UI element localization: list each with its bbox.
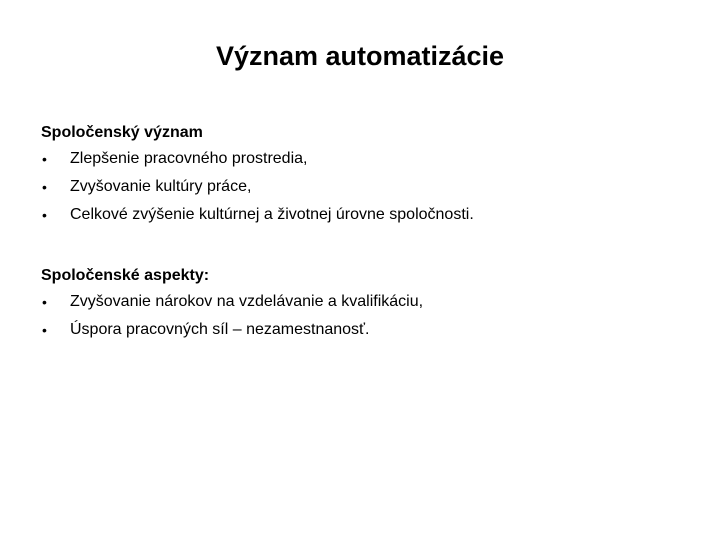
list-item bbox=[41, 316, 681, 344]
bullet-list bbox=[41, 288, 681, 344]
list-item-text: Zlepšenie pracovného prostredia, bbox=[70, 150, 308, 167]
list-item bbox=[41, 145, 681, 173]
slide-title: Význam automatizácie bbox=[215, 41, 505, 71]
section-social-significance bbox=[41, 120, 681, 229]
section-social-aspects bbox=[41, 263, 681, 344]
section-heading: Spoločenské aspekty: bbox=[41, 267, 210, 284]
list-item-text: Zvyšovanie kultúry práce, bbox=[70, 178, 252, 195]
bullet-icon: • bbox=[42, 151, 47, 167]
bullet-icon: • bbox=[42, 207, 47, 223]
bullet-icon: • bbox=[42, 294, 47, 310]
list-item-text: Zvyšovanie nárokov na vzdelávanie a kvalifikáciu, bbox=[70, 293, 424, 310]
list-item-text: Celkové zvýšenie kultúrnej a životnej úrovne spoločnosti. bbox=[70, 206, 474, 223]
list-item-text: Úspora pracovných síl – nezamestnanosť. bbox=[70, 321, 370, 338]
list-item bbox=[41, 288, 681, 316]
list-item bbox=[41, 201, 681, 229]
section-heading: Spoločenský význam bbox=[41, 124, 203, 141]
bullet-icon: • bbox=[42, 179, 47, 195]
bullet-icon: • bbox=[42, 322, 47, 338]
list-item bbox=[41, 173, 681, 201]
bullet-list bbox=[41, 145, 681, 229]
